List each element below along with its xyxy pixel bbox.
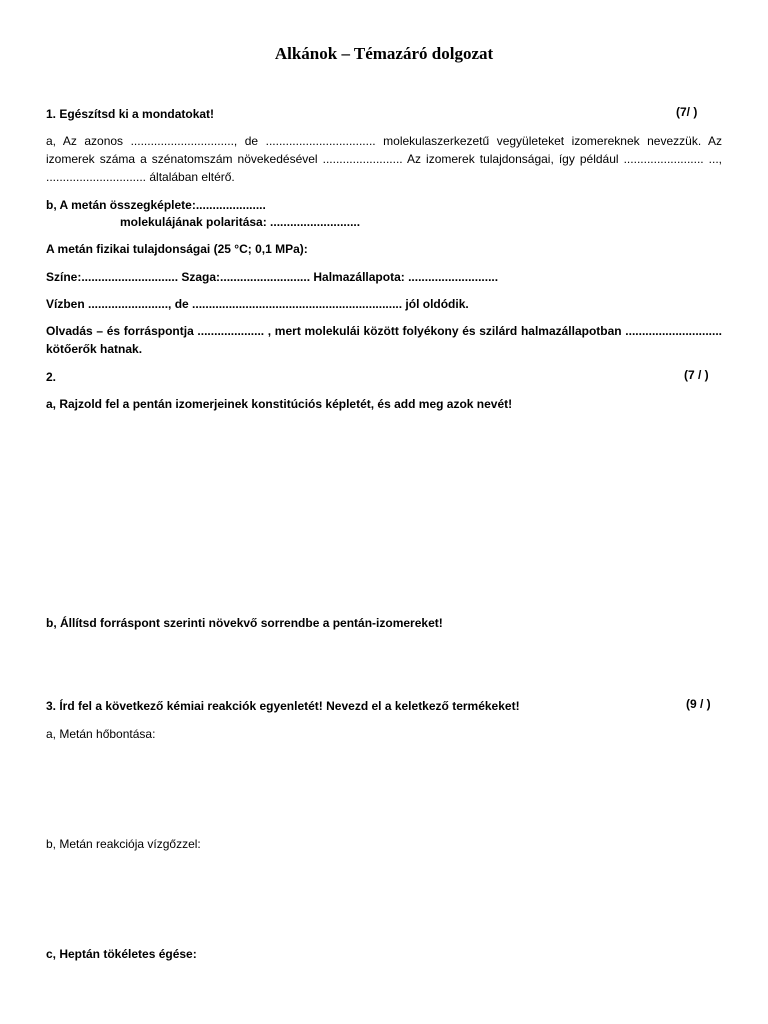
q1-heading: 1. Egészítsd ki a mondatokat! bbox=[46, 107, 215, 121]
q1-b-line2: molekulájának polaritása: ........................... bbox=[120, 215, 361, 229]
q3-heading: 3. Írd fel a következő kémiai reakciók egyenletét! Nevezd el a keletkező termékeket! bbox=[46, 699, 520, 713]
q1-score: (7/ ) bbox=[676, 105, 698, 119]
q1-props-line: Színe:............................. Szaga:........................... Halmazállapota: ........................... bbox=[46, 270, 499, 284]
q2-b-text: b, Állítsd forráspont szerinti növekvő sorrendbe a pentán-izomereket! bbox=[46, 616, 443, 630]
q1-b-line1: b, A metán összegképlete:..................... bbox=[46, 198, 266, 212]
q2-heading: 2. bbox=[46, 370, 57, 384]
page-title: Alkánok – Témazáró dolgozat bbox=[274, 44, 494, 63]
q2-a-text: a, Rajzold fel a pentán izomerjeinek konstitúciós képletét, és add meg azok nevét! bbox=[46, 397, 513, 411]
q3-a-text: a, Metán hőbontása: bbox=[46, 727, 156, 741]
q1-phys-heading: A metán fizikai tulajdonságai (25 °C; 0,1 MPa): bbox=[46, 242, 308, 256]
q1-water-line: Vízben ........................, de ............................................................... jól oldódik. bbox=[46, 297, 469, 311]
q3-b-text: b, Metán reakciója vízgőzzel: bbox=[46, 837, 201, 851]
q3-c-text: c, Heptán tökéletes égése: bbox=[46, 947, 197, 961]
q1-a-text: a, Az azonos ..............................., de ................................. molekulaszerkezetű vegyületeket izomereknek nevezzük. Az izomerek száma a szénatomszám növekedésével ........................ Az izomerek tulajdonságai, így például ........................ ..., .............................. általában eltérő. bbox=[46, 134, 722, 184]
q2-score: (7 / ) bbox=[684, 368, 709, 382]
q1-melt-text: Olvadás – és forráspontja .................... , mert molekulái között folyékony és szilárd halmazállapotban ............................. kötőerők hatnak. bbox=[46, 324, 722, 356]
q3-score: (9 / ) bbox=[686, 697, 711, 711]
